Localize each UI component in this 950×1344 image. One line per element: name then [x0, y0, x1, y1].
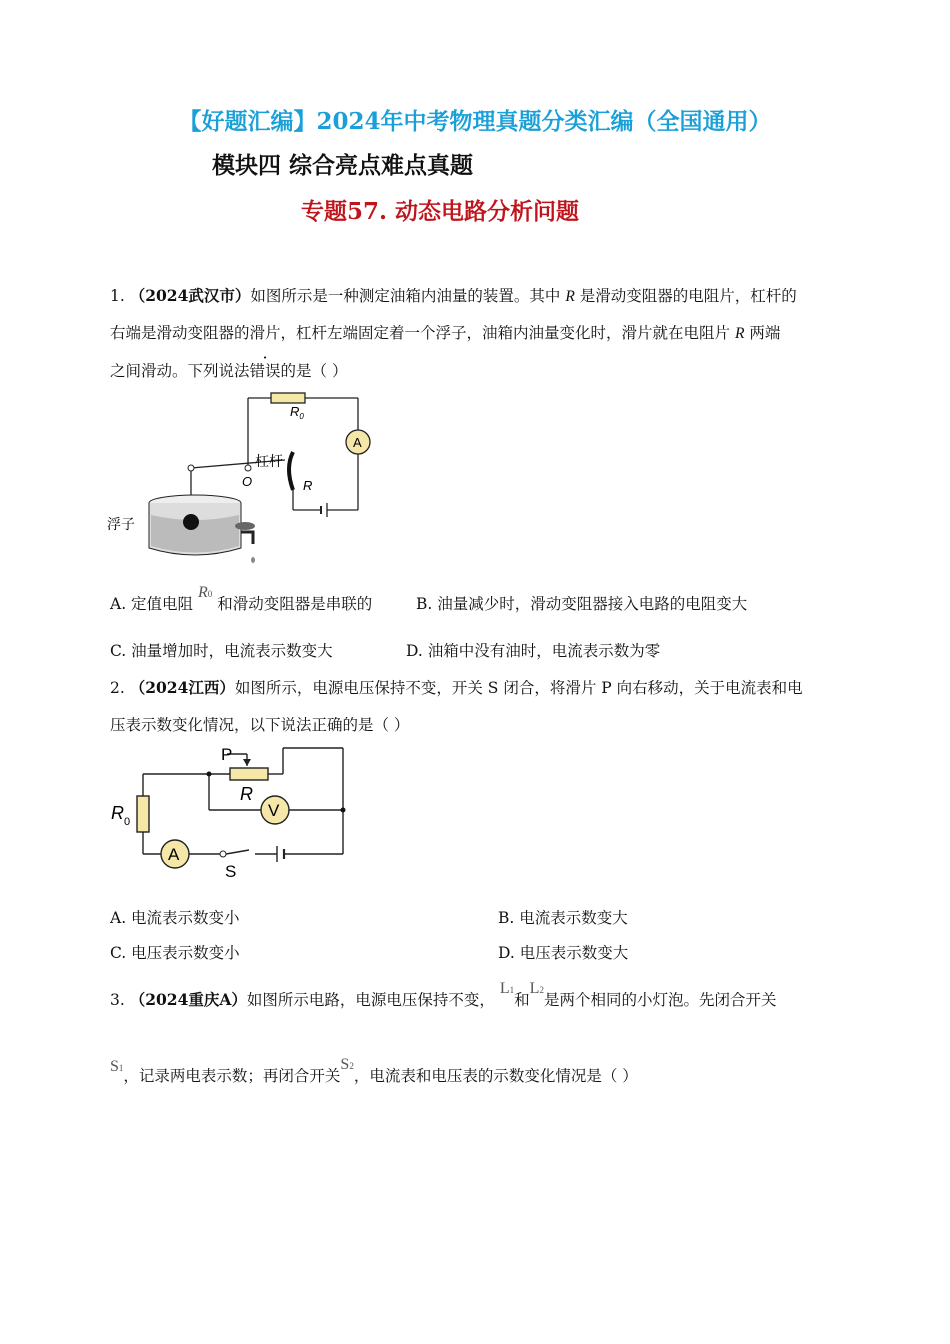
q1-source: （2024武汉市） — [129, 286, 251, 305]
q1-label-o: O — [242, 474, 253, 489]
q2-source: （2024江西） — [129, 678, 235, 697]
q1-option-a-text: A. 定值电阻 — [110, 595, 194, 613]
q1-text-2: 右端是滑动变阻器的滑片，杠杆左端固定着一个浮子，油箱内油量变化时，滑片就在电阻片 — [110, 324, 731, 342]
q1-label-float: 浮子 — [107, 516, 135, 532]
q2-label-r0: $R_0$ — [111, 803, 131, 828]
q2-number: 2. — [110, 679, 125, 697]
q1-text-1b: 是滑动变阻器的电阻片，杠杆的 — [579, 287, 797, 305]
q1-line-2 — [110, 323, 780, 344]
q1-line-1 — [110, 286, 797, 307]
q1-label-ammeter: A — [353, 435, 362, 450]
topic-title: 专题57. 动态电路分析问题 — [300, 198, 580, 225]
q1-emphasis-wrong: 错误 — [249, 362, 281, 380]
q1-line-3 — [110, 361, 347, 381]
q1-tap-icon — [241, 532, 253, 544]
q3-symbol-l2: L2 — [529, 980, 544, 997]
q1-r0-resistor — [271, 393, 305, 403]
module-title: 模块四 综合亮点难点真题 — [212, 152, 474, 179]
q1-option-c[interactable]: C. 油量增加时，电流表示数变大 — [110, 642, 333, 660]
q2-label-r: R — [240, 784, 253, 804]
q2-line-1 — [110, 678, 803, 698]
q3-symbol-s2: S2 — [340, 1056, 354, 1073]
q3-text-1a: 如图所示电路，电源电压保持不变， — [246, 991, 495, 1009]
q1-resistor-r-arc — [289, 452, 293, 490]
q1-option-d[interactable]: D. 油箱中没有油时，电流表示数为零 — [406, 642, 661, 660]
q1-label-r0: $R_0$ — [290, 404, 304, 421]
q3-source: （2024重庆A） — [129, 990, 247, 1009]
q1-option-a-text-b: 和滑动变阻器是串联的 — [217, 595, 373, 613]
q2-option-c[interactable]: C. 电压表示数变小 — [110, 944, 240, 962]
q3-text-and: 和 — [514, 991, 530, 1009]
q1-text-1a: 如图所示是一种测定油箱内油量的装置。其中 — [250, 287, 561, 305]
q2-option-d[interactable]: D. 电压表示数变大 — [498, 944, 629, 962]
q1-text-3a: 之间滑动。下列说法 — [110, 362, 250, 380]
q3-text-1b: 是两个相同的小灯泡。先闭合开关 — [543, 991, 777, 1009]
q1-symbol-r: R — [565, 288, 575, 305]
q2-line-2: 压表示数变化情况，以下说法正确的是（ ） — [110, 716, 410, 734]
q1-oil-tank-circuit-figure — [105, 390, 395, 575]
q3-text-2b: ，电流表和电压表的示数变化情况是（ ） — [353, 1067, 638, 1085]
q1-pivot-left — [188, 465, 194, 471]
q1-text-2b: 两端 — [749, 324, 781, 342]
q3-text-2a: ，记录两电表示数；再闭合开关 — [123, 1067, 341, 1085]
q2-label-ammeter: A — [168, 845, 180, 864]
q2-label-p: P — [221, 745, 233, 764]
q3-line-2 — [110, 1056, 638, 1088]
q1-pivot-o — [245, 465, 251, 471]
q2-text-1: 如图所示，电源电压保持不变，开关 S 闭合，将滑片 P 向右移动，关于电流表和电 — [234, 679, 803, 697]
q1-label-lever: 杠杆 — [255, 453, 283, 469]
q2-label-switch: S — [225, 862, 237, 881]
q1-option-b[interactable]: B. 油量减少时，滑动变阻器接入电路的电阻变大 — [416, 595, 748, 613]
q3-symbol-l1: L1 — [499, 980, 515, 997]
q2-circuit-figure — [105, 740, 365, 885]
q1-option-a[interactable] — [110, 584, 373, 616]
q3-number: 3. — [110, 991, 125, 1009]
q1-text-3b: 的是（ ） — [280, 362, 348, 380]
q1-option-a-symbol: R0 — [198, 584, 213, 601]
q2-option-b[interactable]: B. 电流表示数变大 — [498, 909, 628, 927]
q1-float-ball — [183, 514, 199, 530]
q2-label-voltmeter: V — [268, 801, 280, 820]
q3-line-1 — [110, 980, 777, 1012]
q2-option-a[interactable]: A. 电流表示数变小 — [110, 909, 240, 927]
q1-label-r: R — [303, 478, 313, 493]
q1-symbol-r-2: R — [734, 325, 745, 342]
document-title: 【好题汇编】2024年中考物理真题分类汇编（全国通用） — [178, 108, 772, 135]
q3-symbol-s1: S1 — [110, 1058, 124, 1075]
q1-number: 1. — [110, 287, 125, 305]
